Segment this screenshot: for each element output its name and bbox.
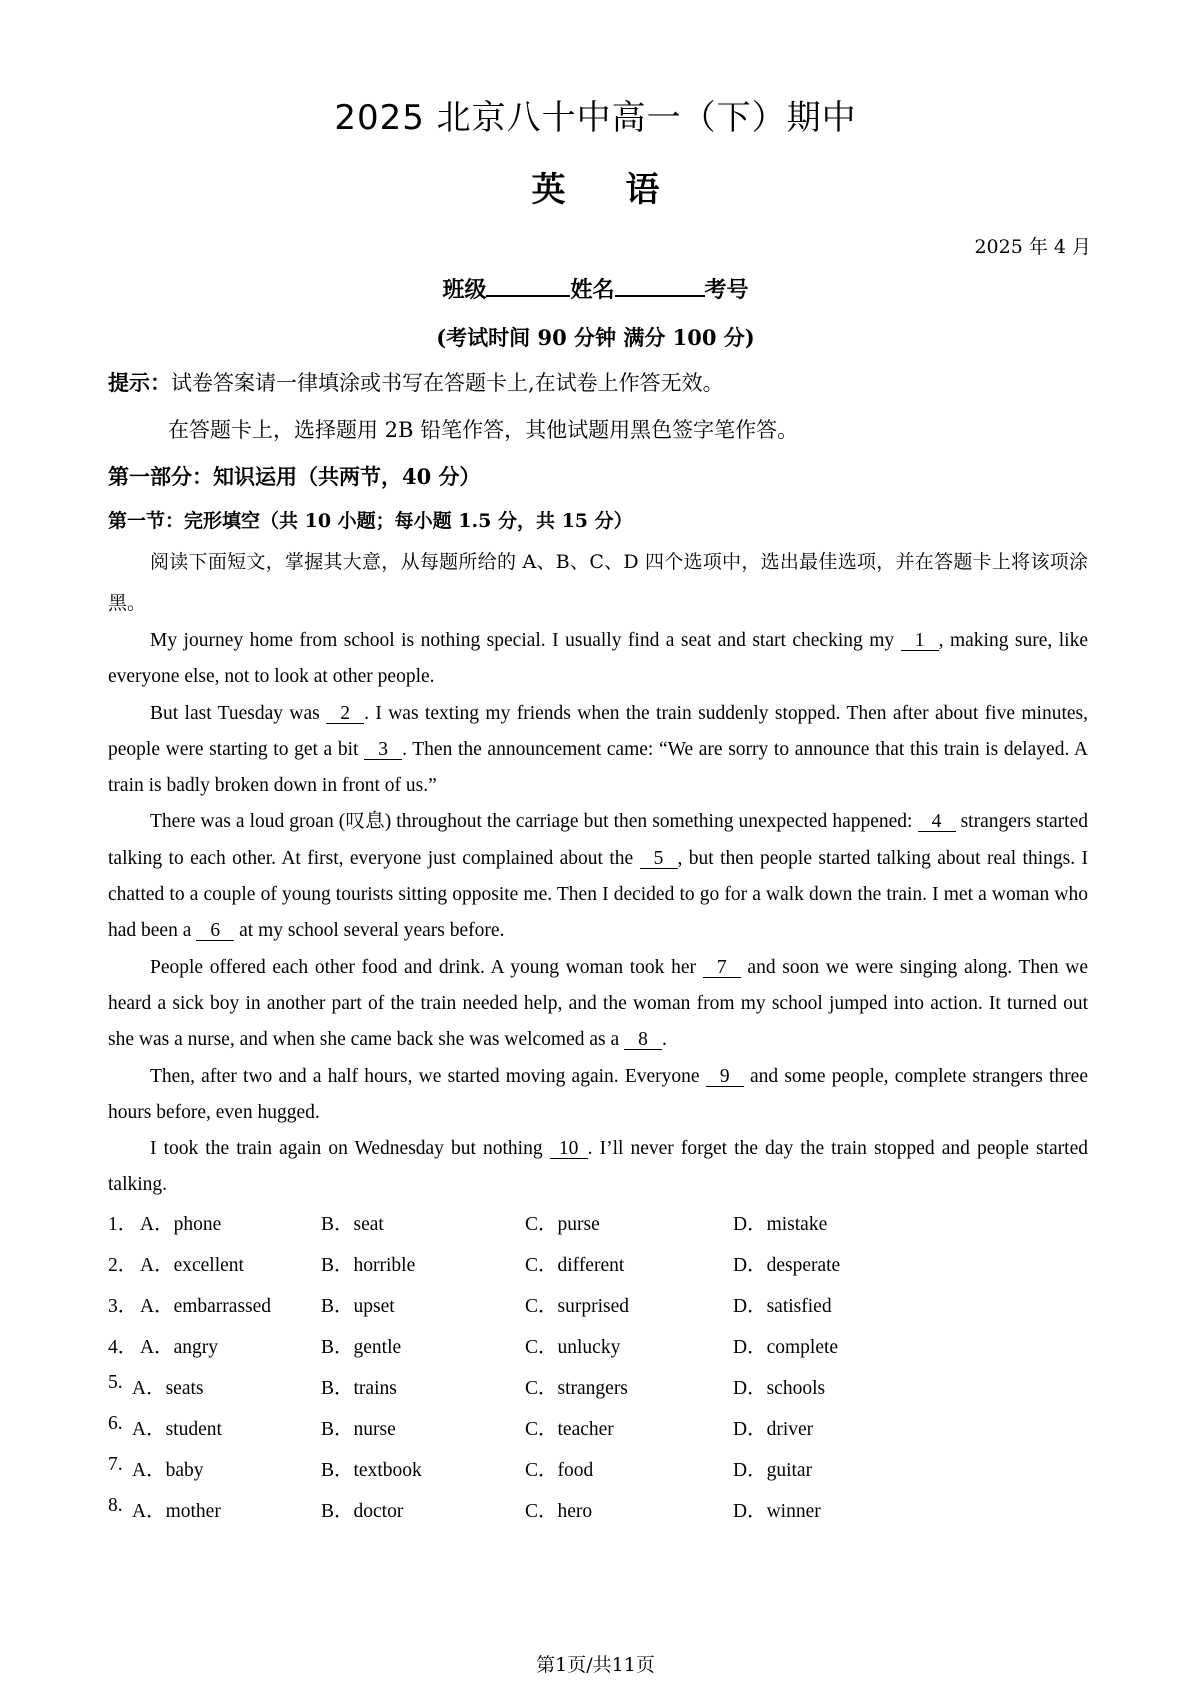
student-info-fields [0, 273, 1191, 304]
blank-7: 7 [703, 958, 741, 978]
option-b: B．gentle [321, 1337, 402, 1358]
option-b: B．seat [321, 1214, 384, 1235]
blank-1: 1 [901, 631, 939, 651]
option-b: B．doctor [321, 1501, 404, 1522]
option-c: C．hero [525, 1501, 593, 1522]
question-number: 3． [108, 1296, 138, 1317]
option-b: B．horrible [321, 1255, 416, 1276]
option-row [108, 1331, 1088, 1372]
blank-6: 6 [196, 921, 234, 941]
option-a: A．excellent [140, 1255, 244, 1276]
question-number: 6. [108, 1413, 123, 1434]
page-footer: 第1页/共11页 [536, 1654, 655, 1676]
option-c: C．food [525, 1460, 594, 1481]
option-row [108, 1208, 1088, 1249]
section-1-title: 第一节：完形填空（共 10 小题；每小题 1.5 分，共 15 分） [108, 510, 633, 532]
paragraph-2: But last Tuesday was 2 . I was texting my friends when the train suddenly stopped. Then after about five minutes, people were starting to get a bit 3 . Then the announcement came: “We are sorry to announce that this train is delayed. A train is badly broken down in front of us.” [108, 702, 1088, 797]
blank-2: 2 [326, 704, 364, 724]
option-row [108, 1290, 1088, 1331]
question-number: 7. [108, 1454, 123, 1475]
option-a: A．mother [132, 1501, 221, 1522]
option-row [108, 1249, 1088, 1290]
class-blank [486, 275, 570, 297]
option-c: C．teacher [525, 1419, 614, 1440]
name-blank [615, 275, 705, 297]
option-a: A．seats [132, 1378, 204, 1399]
option-d: D．guitar [733, 1460, 813, 1481]
exam-title: 2025 北京八十中高一（下）期中 [334, 98, 857, 138]
option-a: A．embarrassed [140, 1296, 272, 1317]
option-a: A．phone [140, 1214, 222, 1235]
paragraph-6: I took the train again on Wednesday but nothing 10 . I’ll never forget the day the train stopped and people started talking. [108, 1138, 1088, 1196]
option-row [108, 1454, 1088, 1495]
option-d: D．mistake [733, 1214, 828, 1235]
option-b: B．textbook [321, 1460, 422, 1481]
blank-10: 10 [550, 1139, 588, 1159]
option-row [108, 1413, 1088, 1454]
blank-9: 9 [706, 1067, 744, 1087]
hint-line-2: 在答题卡上，选择题用 2B 铅笔作答，其他试题用黑色签字笔作答。 [168, 418, 799, 442]
option-d: D．winner [733, 1501, 821, 1522]
blank-8: 8 [624, 1030, 662, 1050]
option-d: D．desperate [733, 1255, 841, 1276]
question-number: 4． [108, 1337, 138, 1358]
option-c: C．purse [525, 1214, 600, 1235]
exam-number-label: 考号 [704, 277, 749, 303]
exam-duration: (考试时间 90 分钟 满分 100 分) [436, 325, 755, 350]
option-c: C．different [525, 1255, 625, 1276]
option-a: A．baby [132, 1460, 204, 1481]
option-b: B．nurse [321, 1419, 396, 1440]
option-d: D．driver [733, 1419, 814, 1440]
option-a: A．student [132, 1419, 222, 1440]
option-d: D．satisfied [733, 1296, 832, 1317]
class-label: 班级 [442, 277, 487, 303]
question-number: 8. [108, 1495, 123, 1516]
answer-options [108, 1208, 1088, 1536]
question-number: 2． [108, 1255, 138, 1276]
instructions: 阅读下面短文，掌握其大意，从每题所给的 A、B、C、D 四个选项中，选出最佳选项，并在答题卡上将该项涂黑。 [108, 551, 1088, 614]
blank-3: 3 [364, 740, 402, 760]
option-row [108, 1495, 1088, 1536]
option-c: C．strangers [525, 1378, 628, 1399]
paragraph-1: My journey home from school is nothing special. I usually find a seat and start checking my 1 , making sure, like everyone else, not to look at other people. [108, 630, 1089, 688]
option-d: D．schools [733, 1378, 826, 1399]
hint-label: 提示： [108, 370, 171, 395]
option-c: C．surprised [525, 1296, 629, 1317]
option-row [108, 1372, 1088, 1413]
blank-4: 4 [918, 812, 956, 832]
hint-line-1 [108, 367, 724, 397]
question-number: 1． [108, 1214, 138, 1235]
paragraph-3: There was a loud groan (叹息) throughout the carriage but then something unexpected happened: 4 strangers started talking to each other. At first, everyone just complained about the 5 , but then people started talking about real things. I chatted to a couple of young tourists sitting opposite me. Then I decided to go for a walk down the train. I met a woman who had been a 6 at my school several years before. [108, 811, 1088, 942]
question-number: 5. [108, 1372, 123, 1393]
option-c: C．unlucky [525, 1337, 621, 1358]
paragraph-4: People offered each other food and drink. A young woman took her 7 and soon we were singing along. Then we heard a sick boy in another part of the train needed help, and the woman from my school jumped into action. It turned out she was a nurse, and when she came back she was welcomed as a 8 . [108, 956, 1088, 1051]
hint-text-1: 试卷答案请一律填涂或书写在答题卡上,在试卷上作答无效。 [171, 371, 724, 395]
paragraph-5: Then, after two and a half hours, we started moving again. Everyone 9 and some people, complete strangers three hours before, even hugged. [108, 1065, 1088, 1123]
option-b: B．trains [321, 1378, 397, 1399]
blank-5: 5 [640, 849, 678, 869]
option-d: D．complete [733, 1337, 839, 1358]
subject-title: 英语 [531, 170, 720, 210]
option-a: A．angry [140, 1337, 218, 1358]
part-1-title: 第一部分：知识运用（共两节，40 分） [108, 464, 481, 489]
option-b: B．upset [321, 1296, 395, 1317]
cloze-passage [108, 623, 1088, 1204]
exam-date: 2025 年 4 月 [974, 236, 1091, 258]
name-label: 姓名 [570, 277, 615, 303]
